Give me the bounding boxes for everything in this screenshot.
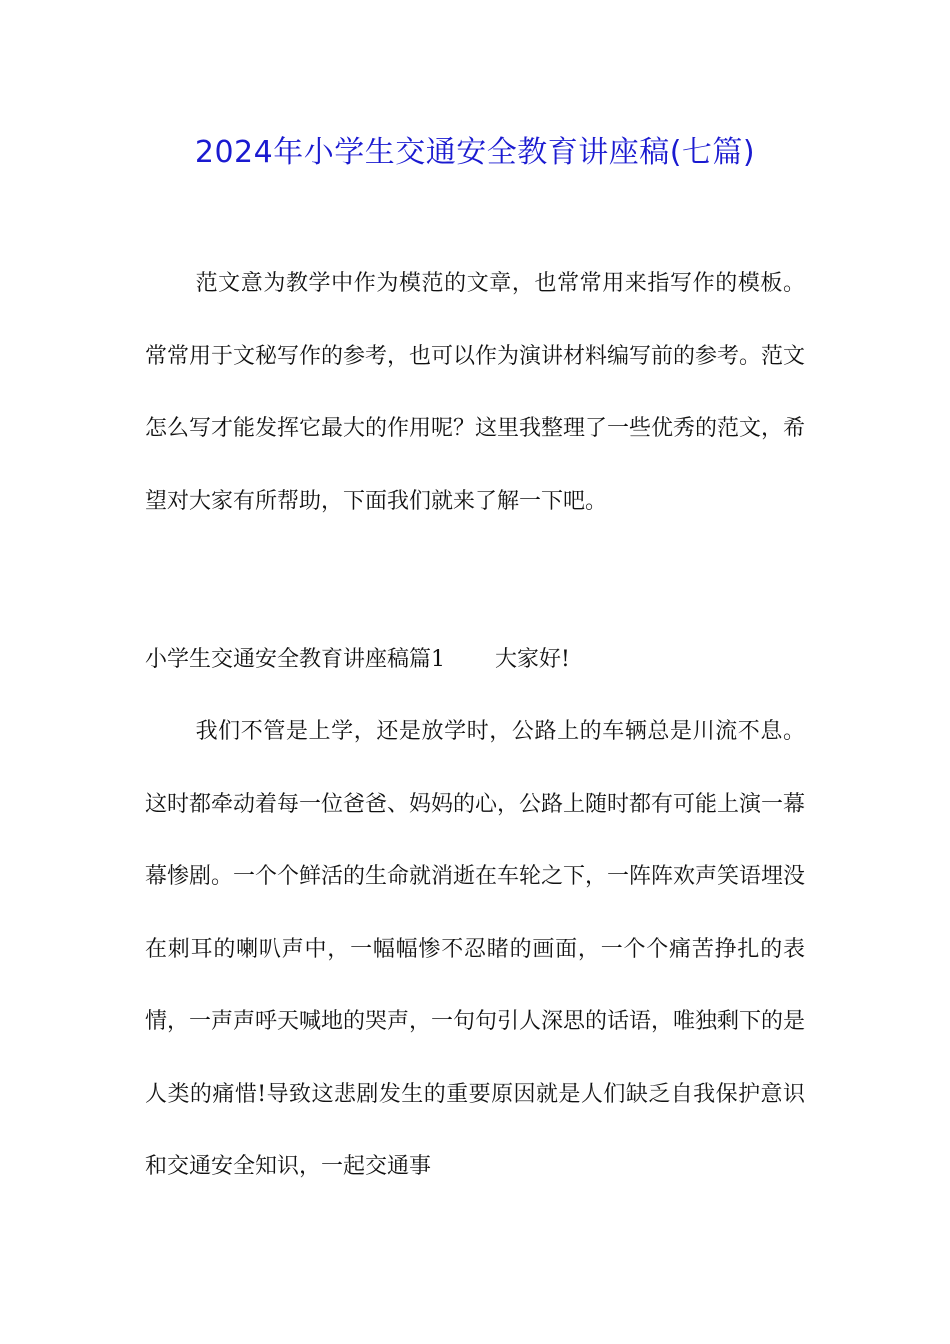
document-title: 2024年小学生交通安全教育讲座稿(七篇) (194, 135, 756, 170)
body-paragraph (145, 696, 805, 1204)
greeting-text: 大家好! (495, 647, 570, 672)
intro-paragraph (145, 248, 805, 538)
intro-paragraph-text: 范文意为教学中作为模范的文章，也常常用来指写作的模板。常常用于文秘写作的参考，也可以作为演讲材料编写前的参考。范文怎么写才能发挥它最大的作用呢？这里我整理了一些优秀的范文，希望对大家有所帮助，下面我们就来了解一下吧。 (145, 271, 806, 514)
section-heading-line (145, 624, 805, 696)
body-paragraph-text: 我们不管是上学，还是放学时，公路上的车辆总是川流不息。这时都牵动着每一位爸爸、妈妈的心，公路上随时都有可能上演一幕幕惨剧。一个个鲜活的生命就消逝在车轮之下，一阵阵欢声笑语埋没在刺耳的喇叭声中，一幅幅惨不忍睹的画面，一个个痛苦挣扎的表情，一声声呼天喊地的哭声，一句句引人深思的话语，唯独剩下的是人类的痛惜!导致这悲剧发生的重要原因就是人们缺乏自我保护意识和交通安全知识，一起交通事 (145, 719, 806, 1179)
section-heading: 小学生交通安全教育讲座稿篇1 (145, 647, 445, 672)
